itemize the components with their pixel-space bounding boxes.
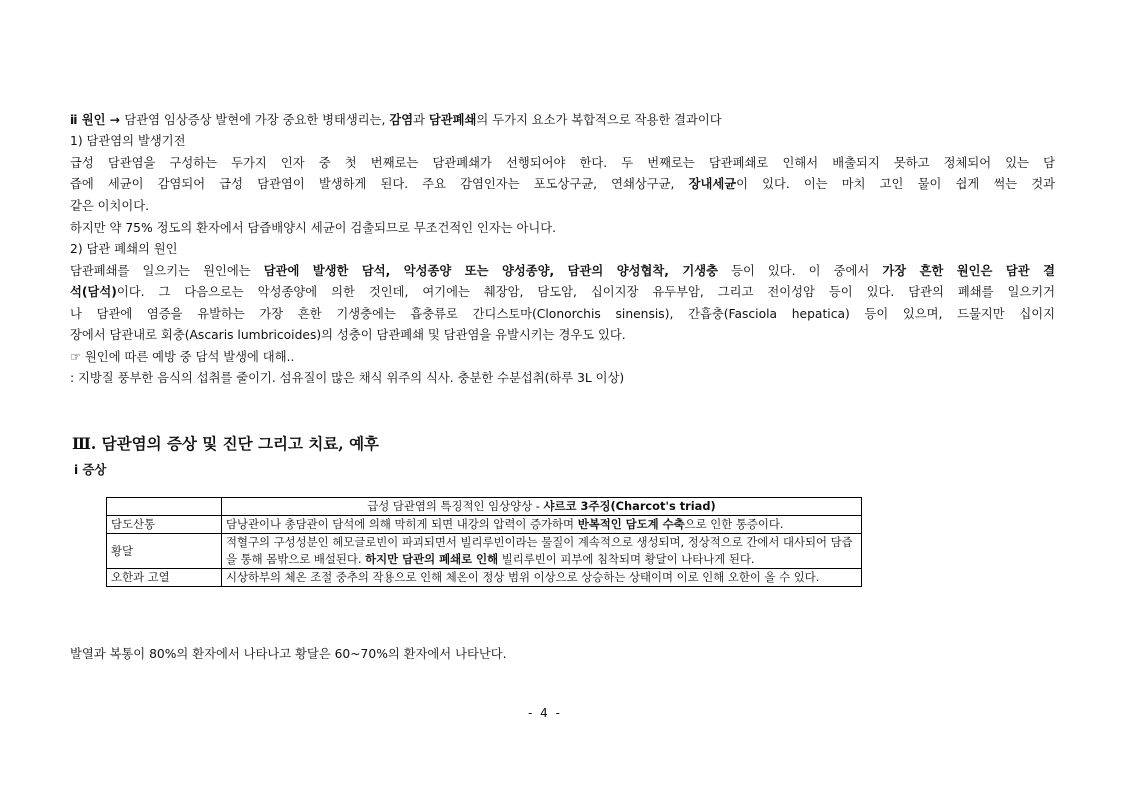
text-run: 감염 — [389, 113, 414, 127]
body-line — [70, 218, 1055, 239]
text-run: 빌리루빈이 피부에 침착되며 황달이 나타나게 된다. — [498, 552, 755, 566]
text-run: 가장 흔한 원인은 담관 결 — [882, 264, 1055, 278]
text-run: 급성 담관염의 특징적인 임상양상 - — [367, 499, 544, 513]
text-run: 석(담석) — [70, 285, 117, 299]
body-line — [70, 110, 1055, 131]
row-text — [222, 569, 862, 587]
text-run: 담관폐쇄 — [428, 113, 477, 127]
text-run: 1) 담관염의 발생기전 — [70, 134, 186, 148]
body-line — [70, 239, 1055, 260]
row-label: 담도산통 — [107, 516, 222, 534]
text-run: 샤르코 3주징(Charcot's triad) — [543, 499, 716, 513]
text-run: 이 있다. 이는 마치 고인 물이 쉽게 썩는 것과 — [736, 177, 1055, 191]
text-run: 하지만 담관의 폐쇄로 인해 — [365, 552, 499, 566]
table-row — [107, 516, 862, 534]
text-run: : 지방질 풍부한 음식의 섭취를 줄이기. 섬유질이 많은 채식 위주의 식사. 충분한 수분섭취(하루 3L 이상) — [70, 371, 625, 385]
text-run: 적혈구의 구성성분인 헤모글로빈이 파괴되면서 빌리루빈이라는 물질이 계속적으로 생성되며, 정상적으로 간에서 대사되어 담즙을 통해 몸밖으로 배설된다. — [226, 535, 853, 566]
body-line — [70, 153, 1055, 174]
text-run: 으로 인한 통증이다. — [684, 517, 784, 531]
body-line — [70, 347, 1055, 368]
text-run: 시상하부의 체온 조절 중추의 작용으로 인해 체온이 정상 범위 이상으로 상승하는 상태이며 이로 인해 오한이 올 수 있다. — [226, 570, 820, 584]
text-run: 원인 → — [81, 113, 125, 127]
text-run: 장에서 담관내로 회충(Ascaris lumbricoides)의 성충이 담관폐쇄 및 담관염을 유발시키는 경우도 있다. — [70, 328, 626, 342]
table-header — [222, 498, 862, 516]
text-run: 급성 담관염을 구성하는 두가지 인자 중 첫 번째로는 담관폐쇄가 선행되어야 한다. 두 번째로는 담관폐쇄로 인해서 배출되지 못하고 정체되어 있는 담 — [70, 156, 1055, 170]
text-run: 나 담관에 염증을 유발하는 가장 흔한 기생충에는 흡충류로 간디스토마(Clonorchis sinensis), 간흡충(Fasciola hepatica) 등이 있으며, 드물지만 십이지 — [70, 307, 1055, 321]
sub-title: ⅰ 증상 — [74, 463, 107, 477]
body-line — [70, 325, 1055, 346]
body-line — [70, 131, 1055, 152]
page-number: - 4 - — [528, 706, 562, 720]
after-table-text: 발열과 복통이 80%의 환자에서 나타나고 황달은 60~70%의 환자에서 나타난다. — [70, 647, 507, 661]
body-line — [70, 368, 1055, 389]
body-line — [70, 261, 1055, 282]
body-line — [70, 282, 1055, 303]
section-title: Ⅲ. 담관염의 증상 및 진단 그리고 치료, 예후 — [72, 434, 380, 453]
text-run: ⅱ — [70, 113, 82, 127]
table-row — [107, 534, 862, 569]
body-line — [70, 304, 1055, 325]
text-run: 하지만 약 75% 정도의 환자에서 담즙배양시 세균이 검출되므로 무조건적인 인자는 아니다. — [70, 221, 557, 235]
text-run: 반복적인 담도계 수축 — [577, 517, 685, 531]
text-run: 즙에 세균이 감염되어 급성 담관염이 발생하게 된다. 주요 감염인자는 포도상구균, 연쇄상구균, — [70, 177, 689, 191]
text-run: ☞ 원인에 따른 예방 중 담석 발생에 대해.. — [70, 350, 295, 364]
row-text — [222, 534, 862, 569]
row-label: 황달 — [107, 534, 222, 569]
symptoms-table — [106, 497, 862, 587]
body-line — [70, 174, 1055, 195]
text-run: 담관폐쇄를 일으키는 원인에는 — [70, 264, 264, 278]
text-run: 담낭관이나 총담관이 담석에 의해 막히게 되면 내강의 압력이 증가하며 — [226, 517, 578, 531]
text-run: 의 두가지 요소가 복합적으로 작용한 결과이다 — [476, 113, 722, 127]
text-run: 등이 있다. 이 중에서 — [717, 264, 883, 278]
body-line — [70, 196, 1055, 217]
row-label: 오한과 고열 — [107, 569, 222, 587]
text-run: 담관염 임상증상 발현에 가장 중요한 병태생리는, — [124, 113, 390, 127]
text-run: 이다. 그 다음으로는 악성종양에 의한 것인데, 여기에는 췌장암, 담도암, 십이지장 유두부암, 그리고 전이성암 등이 있다. 담관의 폐쇄를 일으키거 — [116, 285, 1055, 299]
text-run: 과 — [413, 113, 429, 127]
row-text — [222, 516, 862, 534]
text-run: 같은 이치이다. — [70, 199, 150, 213]
text-run: 장내세균 — [688, 177, 737, 191]
table-header-row — [107, 498, 862, 516]
text-run: 담관에 발생한 담석, 악성종양 또는 양성종양, 담관의 양성협착, 기생충 — [263, 264, 718, 278]
table-row — [107, 569, 862, 587]
text-run: 2) 담관 폐쇄의 원인 — [70, 242, 178, 256]
